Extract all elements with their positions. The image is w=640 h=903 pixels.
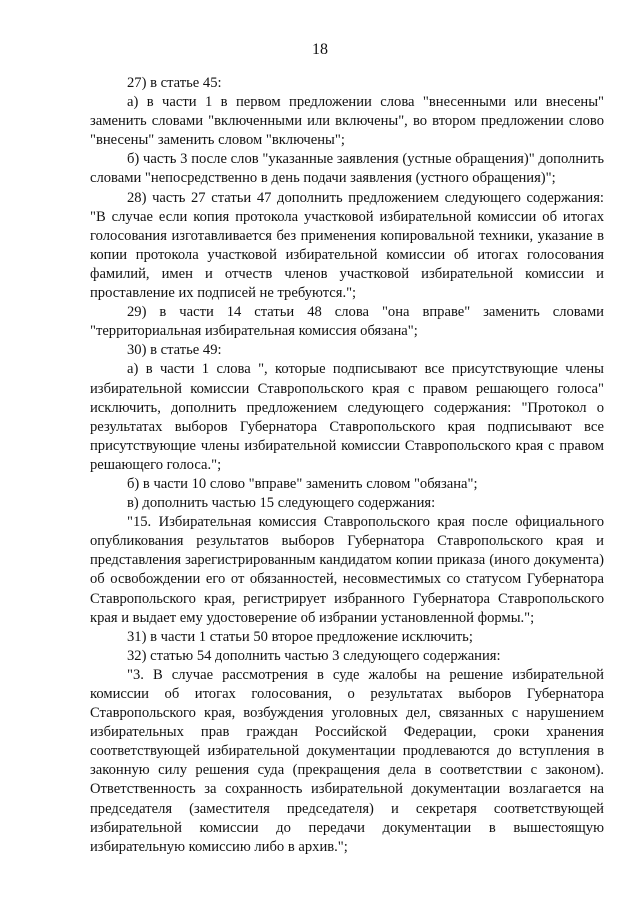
paragraph-part-3: "3. В случае рассмотрения в суде жалобы на решение избирательной комиссии об итогах голосования, о результатах выборов Губернатора Ставропольского края, возбуждения уголовных дел, связанных с нарушением избирательных прав граждан Российской Федерации, сроки хранения соответствующей избирательной документации продлеваются до вступления в законную силу решения суда (прекращения дела в соответствии с законом). Ответственность за сохранность избирательной документации возлагается на председателя (заместителя председателя) и секретаря соответствующей избирательной комиссии до передачи документации в вышестоящую избирательную комиссию либо в архив."; <box>90 666 604 855</box>
paragraph-item-30: 30) в статье 49: <box>127 342 222 359</box>
paragraph-item-28: 28) часть 27 статьи 47 дополнить предложением следующего содержания: "В случае если копия протокола участковой избирательной комиссии об итогах голосования изготавливается без применения копировальной техники, указание в копии протокола участковой избирательной комиссии об итогах голосования фамилий, имен и отчеств членов участковой избирательной комиссии и проставление их подписей не требуются."; <box>90 189 604 302</box>
paragraph-item-31: 31) в части 1 статьи 50 второе предложение исключить; <box>127 628 473 645</box>
paragraph-item-32: 32) статью 54 дополнить частью 3 следующего содержания: <box>127 647 501 664</box>
paragraph-27a: а) в части 1 в первом предложении слова "внесенными или внесены" заменить словами "включенными или включены", во втором предложении слово "внесены" заменить словом "включены"; <box>90 94 604 149</box>
document-body <box>90 74 604 857</box>
paragraph-item-29: 29) в части 14 статьи 48 слова "она вправе" заменить словами "территориальная избирательная комиссия обязана"; <box>90 304 604 340</box>
paragraph-30b: б) в части 10 слово "вправе" заменить словом "обязана"; <box>127 475 478 492</box>
paragraph-part-15: "15. Избирательная комиссия Ставропольского края после официального опубликования результатов выборов Губернатора Ставропольского края и представления зарегистрированным кандидатом копии приказа (иного документа) об освобождении его от обязанностей, несовместимых со статусом Губернатора Ставропольского края, регистрирует избранного Губернатора Ставропольского края и выдает ему удостоверение об избрании установленной формы."; <box>90 514 604 626</box>
paragraph-30a: а) в части 1 слова ", которые подписывают все присутствующие члены избирательной комиссии Ставропольского края с правом решающего голоса" исключить, дополнить предложением следующего содержания: "Протокол о результатах выборов Губернатора Ставропольского края подписывают все присутствующие члены избирательной комиссии Ставропольского края с правом решающего голоса."; <box>90 361 604 473</box>
paragraph-27b: б) часть 3 после слов "указанные заявления (устные обращения)" дополнить словами "непосредственно в день подачи заявления (устного обращения)"; <box>90 151 604 187</box>
paragraph-item-27: 27) в статье 45: <box>127 75 222 91</box>
page-number: 18 <box>312 41 328 58</box>
paragraph-30c: в) дополнить частью 15 следующего содержания: <box>127 495 436 512</box>
